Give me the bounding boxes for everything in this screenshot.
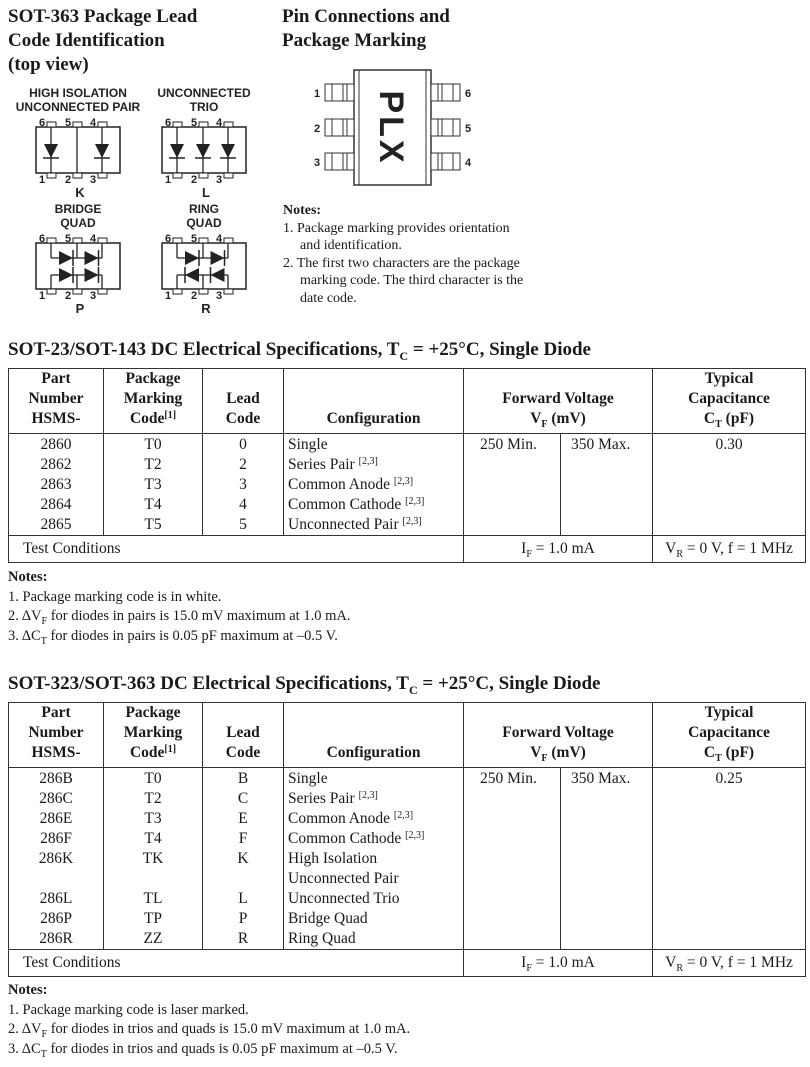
- pin-label: 2: [65, 290, 72, 302]
- pin-pad: [173, 289, 182, 294]
- lead-code: [203, 869, 284, 889]
- pin-label: 4: [216, 233, 223, 245]
- text: 3. ΔC: [8, 627, 41, 644]
- part-number: 286L: [9, 889, 104, 909]
- lead-code-letter: R: [201, 301, 211, 316]
- pin-pad: [98, 238, 107, 243]
- text: HSMS-: [31, 410, 81, 427]
- text: for diodes in trios and quads is 15.0 mV maximum at 1.0 mA.: [47, 1021, 411, 1037]
- lead-code-diagrams: [0, 80, 270, 320]
- test-conditions-label: Test Conditions: [9, 950, 464, 977]
- unit: (pF): [721, 410, 755, 427]
- text: Marking: [123, 724, 183, 741]
- text: Lead: [226, 724, 260, 741]
- note-item: [8, 1001, 410, 1021]
- subscript: R: [676, 549, 683, 561]
- part-number: 2865: [9, 515, 104, 536]
- ct-typical: 0.25: [653, 768, 806, 950]
- table2-notes: [8, 981, 410, 1059]
- vf-min: 250 Min.: [464, 434, 561, 536]
- configuration-text: Ring Quad: [288, 930, 356, 947]
- configuration-text: Single: [288, 436, 328, 453]
- diagram-title: BRIDGE: [54, 202, 102, 216]
- footnote-ref: [2,3]: [358, 456, 378, 467]
- pin-label: 1: [39, 290, 46, 302]
- vf-max: 350 Max.: [561, 434, 653, 536]
- configuration-text: Unconnected Pair: [288, 870, 399, 887]
- text: Code: [225, 410, 261, 427]
- pin-label: 5: [191, 233, 198, 245]
- configuration-text: Single: [288, 770, 328, 787]
- heading-line: (top view): [8, 54, 89, 75]
- symbol: C: [703, 744, 716, 761]
- lead-code: B: [203, 768, 284, 790]
- text: [1]: [164, 410, 177, 421]
- symbol: V: [530, 744, 542, 761]
- test-condition-vr: [653, 950, 806, 977]
- pin-pad: [98, 289, 107, 294]
- lead: [325, 153, 354, 170]
- test-condition-if: [464, 536, 653, 563]
- symbol: V: [530, 410, 542, 427]
- text: Configuration: [326, 744, 421, 761]
- title-sub: C: [399, 348, 409, 363]
- text: Number: [28, 724, 84, 741]
- text: Code: [129, 410, 165, 427]
- pin-pad: [73, 122, 82, 127]
- marking-code: T3: [104, 475, 203, 495]
- notes-label: Notes:: [8, 569, 48, 585]
- table1-spec-table: [8, 368, 806, 563]
- part-number: 286B: [9, 768, 104, 790]
- package-marking-diagram: [280, 60, 530, 200]
- configuration: [284, 929, 464, 950]
- subscript: T: [715, 419, 722, 431]
- configuration-text: High Isolation: [288, 850, 378, 867]
- part-number: 286K: [9, 849, 104, 869]
- pin-label: 1: [165, 290, 172, 302]
- text: for diodes in trios and quads is 0.05 pF maximum at –0.5 V.: [46, 1040, 398, 1057]
- pin-label: 2: [191, 290, 198, 302]
- footnote-ref: [2,3]: [393, 476, 414, 487]
- pin-label: 2: [314, 123, 321, 135]
- pin-label: 5: [191, 117, 198, 129]
- text: for diodes in pairs is 0.05 pF maximum at –0.5 V.: [46, 627, 338, 644]
- pin-label: 3: [90, 174, 97, 186]
- subscript: F: [526, 549, 532, 561]
- title-sub: C: [408, 682, 418, 697]
- subscript: T: [715, 753, 722, 765]
- configuration-text: Common Cathode: [288, 496, 402, 513]
- pin-pad: [47, 238, 56, 243]
- lead-code: F: [203, 829, 284, 849]
- note-item: 2. The first two characters are the package marking code. The third character is the date code.: [283, 255, 524, 306]
- pin-label: 3: [90, 290, 97, 302]
- title-text: = +25°C, Single Diode: [408, 339, 591, 360]
- header-forward-voltage: [464, 703, 653, 768]
- footnote-ref: [2,3]: [402, 516, 422, 527]
- pin-label: 1: [39, 174, 46, 186]
- configuration: [284, 475, 464, 495]
- test-conditions-row: [9, 536, 806, 563]
- title-text: SOT-23/SOT-143 DC Electrical Specifications, T: [8, 339, 400, 360]
- marking-code: T2: [104, 455, 203, 475]
- diagram-title: TRIO: [189, 100, 219, 114]
- configuration: [284, 829, 464, 849]
- marking-code: T4: [104, 495, 203, 515]
- package-body: [162, 243, 246, 289]
- footnote-ref: [2,3]: [405, 496, 425, 507]
- text: HSMS-: [31, 744, 81, 761]
- lead-code-letter: K: [75, 185, 85, 200]
- text: Part: [41, 370, 71, 387]
- diagram-title: RING: [189, 202, 219, 216]
- pin-pad: [224, 289, 233, 294]
- configuration: [284, 789, 464, 809]
- configuration: [284, 869, 464, 889]
- configuration-text: Unconnected Pair: [288, 516, 399, 533]
- text: Code: [225, 744, 261, 761]
- lead-code-letter: P: [75, 301, 85, 316]
- configuration-text: Series Pair: [288, 456, 355, 473]
- pin-label: 2: [65, 174, 72, 186]
- text: 2. ΔV: [8, 1021, 42, 1037]
- pin-pad: [224, 238, 233, 243]
- table1-title: [8, 339, 591, 361]
- lead-code: 4: [203, 495, 284, 515]
- lead-code: E: [203, 809, 284, 829]
- lead: [325, 84, 354, 101]
- diagram-title: QUAD: [186, 216, 222, 230]
- header-lead-code: [203, 703, 284, 768]
- unit: = 1.0 mA: [531, 954, 595, 971]
- text: Forward Voltage: [502, 390, 614, 407]
- unit: = 1.0 mA: [531, 540, 595, 557]
- test-condition-if: [464, 950, 653, 977]
- lead: [325, 119, 354, 136]
- text: Forward Voltage: [502, 724, 614, 741]
- text: T: [40, 1048, 47, 1060]
- pin-pad: [199, 238, 208, 243]
- unit: (mV): [547, 744, 586, 761]
- diagram-title: UNCONNECTED: [157, 86, 251, 100]
- package-body: [36, 243, 120, 289]
- configuration-text: Series Pair: [288, 790, 355, 807]
- pin-pad: [73, 289, 82, 294]
- pin-notes: [283, 202, 533, 307]
- text: F: [41, 615, 48, 627]
- text: 1. Package marking code is in white.: [8, 588, 222, 605]
- part-number: 286C: [9, 789, 104, 809]
- marking-code: T0: [104, 434, 203, 456]
- part-number: 286E: [9, 809, 104, 829]
- pin-pad: [173, 122, 182, 127]
- pin-pad: [199, 173, 208, 178]
- text: Typical: [704, 704, 754, 721]
- text: Capacitance: [688, 724, 770, 741]
- subscript: F: [541, 419, 548, 431]
- pin-label: 1: [165, 174, 172, 186]
- marking-code: T3: [104, 809, 203, 829]
- pin-connections-heading: [282, 5, 450, 53]
- diagram-title: HIGH ISOLATION: [29, 86, 127, 100]
- text: Package: [125, 704, 181, 721]
- pin-label: 4: [90, 233, 97, 245]
- lead-code-diagram-p: [36, 202, 120, 316]
- symbol: V: [665, 540, 677, 557]
- text: 2. ΔV: [8, 608, 42, 624]
- configuration-text: Common Anode: [288, 810, 391, 827]
- pin-label: 6: [39, 117, 46, 129]
- header-capacitance: [653, 703, 806, 768]
- table-row: [9, 434, 806, 456]
- part-number: 286F: [9, 829, 104, 849]
- pin-pad: [199, 122, 208, 127]
- vf-min: 250 Min.: [464, 768, 561, 950]
- marking-code: TL: [104, 889, 203, 909]
- text: Typical: [704, 370, 754, 387]
- lead-code-letter: L: [202, 185, 210, 200]
- pin-label: 4: [216, 117, 223, 129]
- unit: = 0 V, f = 1 MHz: [682, 540, 793, 557]
- pin-label: 3: [314, 157, 321, 169]
- package-marking-text: PLX: [372, 90, 410, 166]
- configuration: [284, 434, 464, 456]
- pin-label: 6: [39, 233, 46, 245]
- vf-max: 350 Max.: [561, 768, 653, 950]
- marking-code: T0: [104, 768, 203, 790]
- notes-label: Notes:: [283, 203, 322, 218]
- title-text: SOT-323/SOT-363 DC Electrical Specifications, T: [8, 673, 409, 694]
- text: for diodes in pairs is 15.0 mV maximum at 1.0 mA.: [47, 608, 351, 624]
- pin-pad: [98, 173, 107, 178]
- configuration-text: Common Cathode: [288, 830, 402, 847]
- pin-pad: [47, 289, 56, 294]
- marking-code: T5: [104, 515, 203, 536]
- table2-title: [8, 673, 601, 695]
- text: Capacitance: [688, 390, 770, 407]
- configuration: [284, 455, 464, 475]
- heading-line: Package Marking: [282, 30, 427, 51]
- table1-notes: [8, 568, 350, 646]
- note-item: 1. Package marking provides orientation and identification.: [283, 220, 510, 253]
- marking-code: [104, 869, 203, 889]
- heading-line: Pin Connections and: [282, 6, 450, 27]
- header-lead-code: [203, 369, 284, 434]
- subscript: F: [541, 753, 548, 765]
- text: 1. Package marking code is laser marked.: [8, 1001, 249, 1018]
- lead-code-heading: [8, 5, 197, 77]
- header-configuration: [284, 703, 464, 768]
- test-condition-vr: [653, 536, 806, 563]
- pin-label: 3: [216, 174, 223, 186]
- part-number: 2864: [9, 495, 104, 515]
- text: [1]: [164, 744, 177, 755]
- configuration: [284, 515, 464, 536]
- configuration: [284, 495, 464, 515]
- text: Code: [129, 744, 165, 761]
- notes-label: Notes:: [8, 982, 48, 998]
- marking-code: T4: [104, 829, 203, 849]
- symbol: I: [521, 540, 527, 557]
- marking-code: ZZ: [104, 929, 203, 950]
- note-item: [8, 1020, 410, 1040]
- pin-label: 3: [216, 290, 223, 302]
- pin-pad: [47, 122, 56, 127]
- note-item: [8, 627, 350, 647]
- text: Part: [41, 704, 71, 721]
- text: Lead: [226, 390, 260, 407]
- table-row: [9, 768, 806, 790]
- configuration: [284, 768, 464, 790]
- header-marking-code: [104, 703, 203, 768]
- lead: [431, 84, 460, 101]
- lead-code-diagram-l: [157, 86, 251, 200]
- diagram-title: QUAD: [60, 216, 96, 230]
- marking-code: TP: [104, 909, 203, 929]
- text: Marking: [123, 390, 183, 407]
- note-item: [8, 588, 350, 608]
- configuration: [284, 909, 464, 929]
- lead-code: K: [203, 849, 284, 869]
- lead-code: L: [203, 889, 284, 909]
- lead-code-diagram-r: [162, 202, 246, 316]
- header-capacitance: [653, 369, 806, 434]
- symbol: V: [665, 954, 677, 971]
- pin-pad: [98, 122, 107, 127]
- part-number: 2860: [9, 434, 104, 456]
- text: T: [40, 635, 47, 647]
- pin-label: 6: [165, 117, 172, 129]
- symbol: C: [703, 410, 716, 427]
- pin-pad: [173, 173, 182, 178]
- configuration: [284, 809, 464, 829]
- diagram-title: UNCONNECTED PAIR: [15, 100, 141, 114]
- part-number: 2862: [9, 455, 104, 475]
- pin-pad: [73, 238, 82, 243]
- pin-label: 4: [90, 117, 97, 129]
- part-number: 286P: [9, 909, 104, 929]
- header-configuration: [284, 369, 464, 434]
- part-number: [9, 869, 104, 889]
- pin-pad: [199, 289, 208, 294]
- lead-code: 2: [203, 455, 284, 475]
- heading-line: SOT-363 Package Lead: [8, 6, 198, 27]
- unit: = 0 V, f = 1 MHz: [682, 954, 793, 971]
- pin-pad: [224, 173, 233, 178]
- symbol: I: [521, 954, 527, 971]
- table2-spec-table: [8, 702, 806, 977]
- lead-code: C: [203, 789, 284, 809]
- pin-label: 5: [65, 233, 72, 245]
- pin-pad: [173, 238, 182, 243]
- footnote-ref: [2,3]: [393, 810, 414, 821]
- configuration-text: Common Anode: [288, 476, 391, 493]
- configuration-text: Bridge Quad: [288, 910, 368, 927]
- part-number: 286R: [9, 929, 104, 950]
- pin-pad: [224, 122, 233, 127]
- header-marking-code: [104, 369, 203, 434]
- lead-code: R: [203, 929, 284, 950]
- pin-label: 2: [191, 174, 198, 186]
- note-item: [8, 607, 350, 627]
- pin-label: 6: [165, 233, 172, 245]
- lead-code: 0: [203, 434, 284, 456]
- lead-code-diagram-k: [16, 86, 141, 200]
- lead-code: P: [203, 909, 284, 929]
- heading-line: Code Identification: [8, 30, 165, 51]
- configuration-text: Unconnected Trio: [288, 890, 400, 907]
- marking-code: T2: [104, 789, 203, 809]
- footnote-ref: [2,3]: [358, 790, 378, 801]
- lead-code: 3: [203, 475, 284, 495]
- pin-label: 6: [465, 88, 472, 100]
- text: Number: [28, 390, 84, 407]
- marking-code: TK: [104, 849, 203, 869]
- title-text: = +25°C, Single Diode: [417, 673, 601, 694]
- header-forward-voltage: [464, 369, 653, 434]
- text: 3. ΔC: [8, 1040, 41, 1057]
- header-row: [9, 703, 806, 768]
- pin-label: 1: [314, 88, 321, 100]
- text: Configuration: [326, 410, 421, 427]
- configuration: [284, 889, 464, 909]
- footnote-ref: [2,3]: [405, 830, 425, 841]
- subscript: R: [676, 963, 683, 975]
- header-part-number: [9, 369, 104, 434]
- note-item: [8, 1040, 410, 1060]
- test-conditions-row: [9, 950, 806, 977]
- subscript: F: [526, 963, 532, 975]
- part-number: 2863: [9, 475, 104, 495]
- lead-code: 5: [203, 515, 284, 536]
- unit: (mV): [547, 410, 586, 427]
- text: Package: [125, 370, 181, 387]
- ct-typical: 0.30: [653, 434, 806, 536]
- pin-label: 4: [465, 157, 472, 169]
- header-row: [9, 369, 806, 434]
- header-part-number: [9, 703, 104, 768]
- pin-pad: [73, 173, 82, 178]
- lead: [431, 153, 460, 170]
- pin-pad: [47, 173, 56, 178]
- configuration: [284, 849, 464, 869]
- pin-label: 5: [65, 117, 72, 129]
- pin-label: 5: [465, 123, 472, 135]
- text: F: [41, 1028, 48, 1040]
- lead: [431, 119, 460, 136]
- unit: (pF): [721, 744, 755, 761]
- test-conditions-label: Test Conditions: [9, 536, 464, 563]
